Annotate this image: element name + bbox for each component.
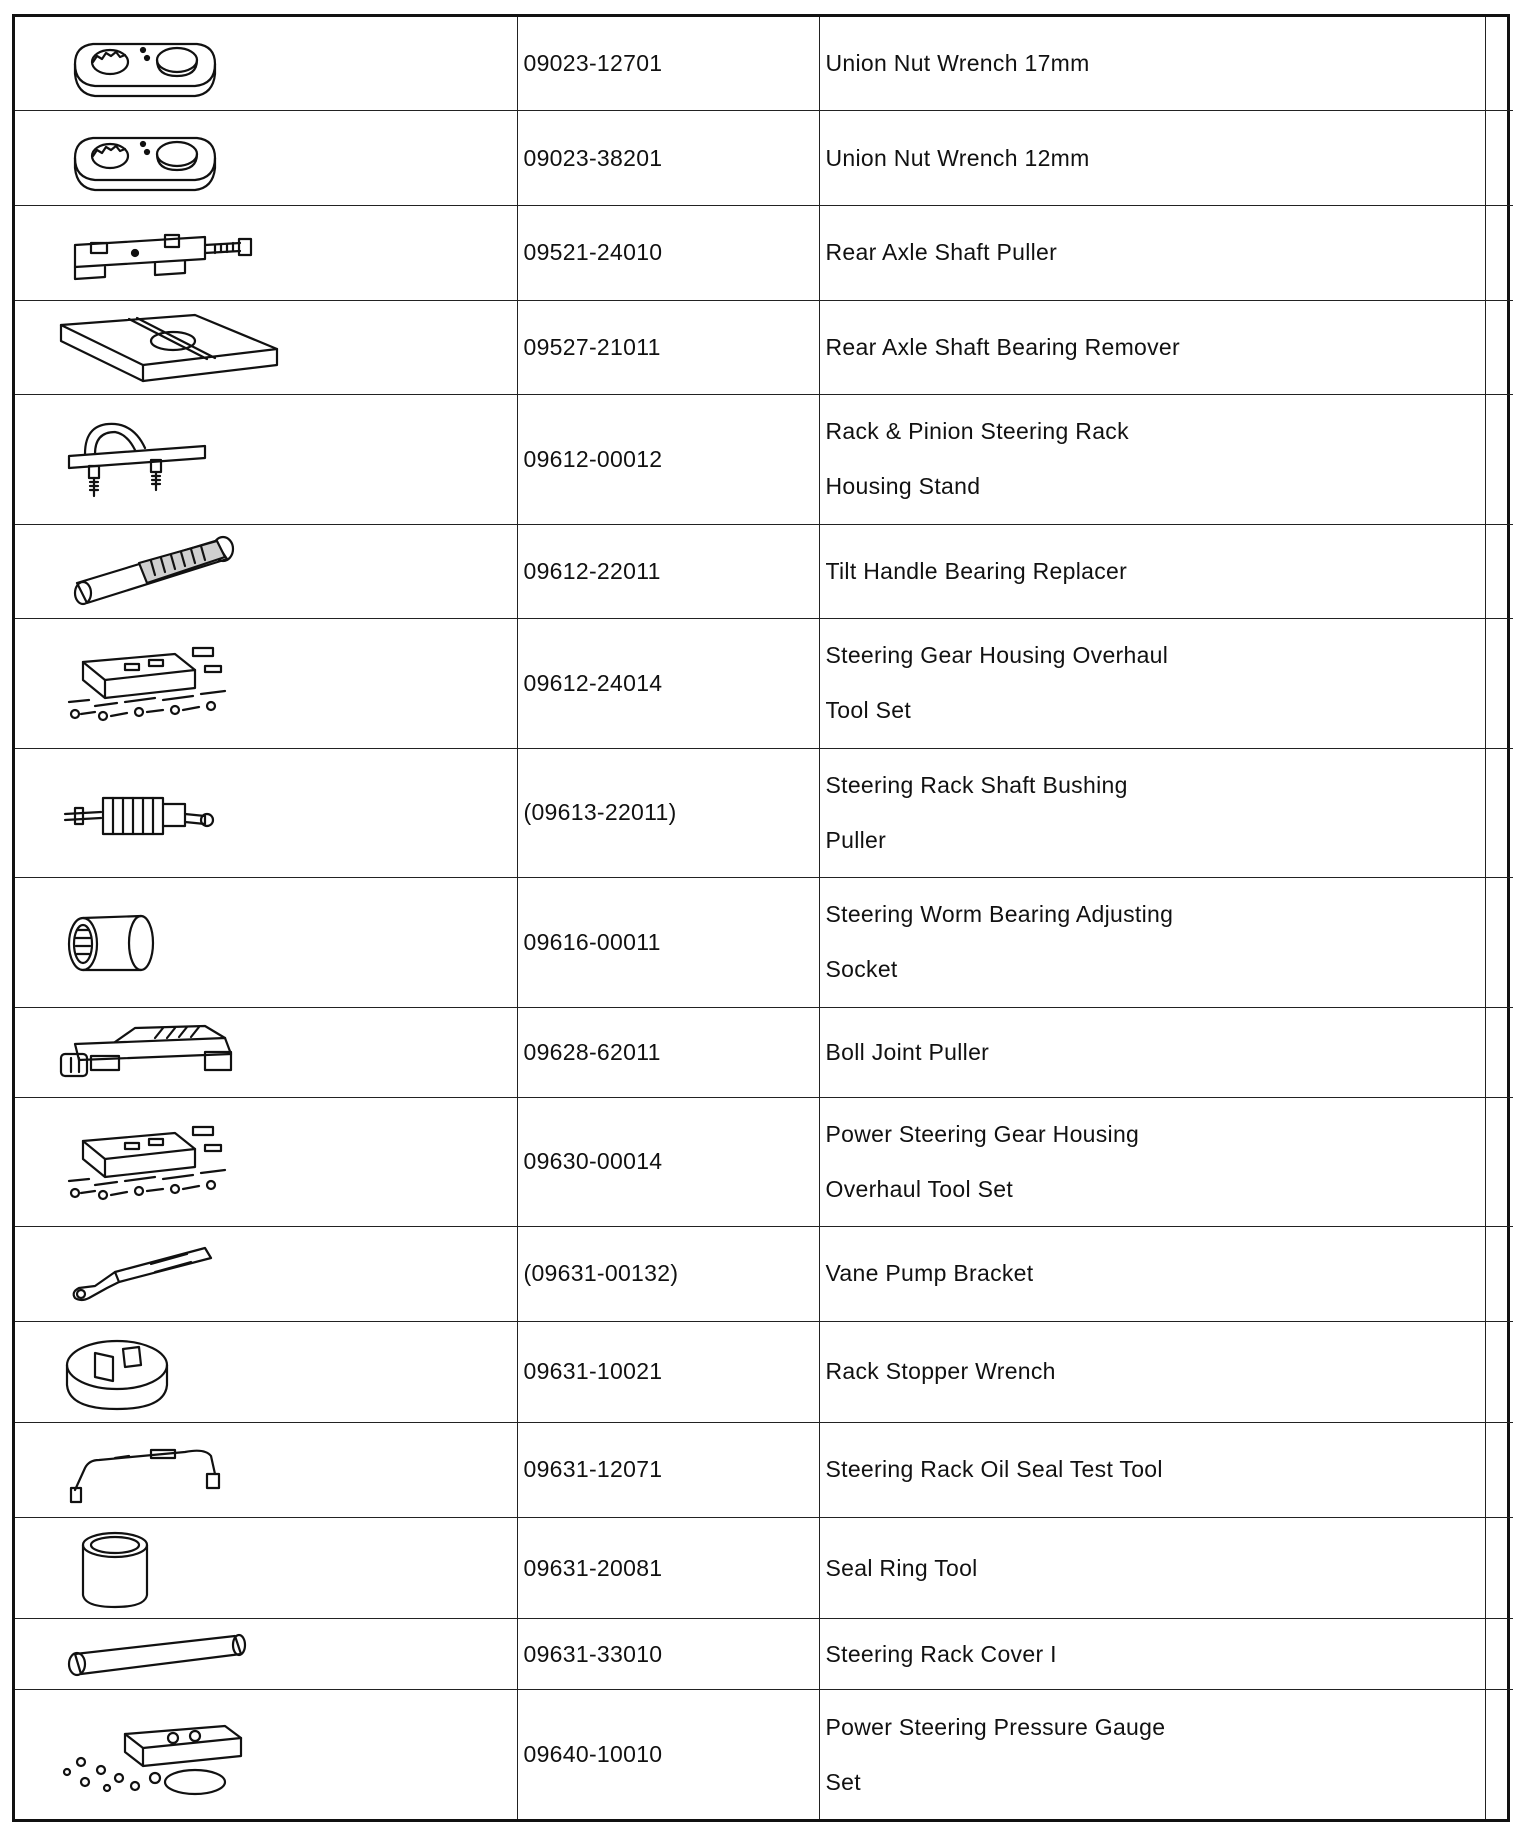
tool-name-cell (819, 1517, 1485, 1619)
tool-image-cell (15, 1517, 517, 1619)
tool-name-cell (819, 1619, 1485, 1690)
part-number-cell (517, 205, 819, 300)
bushing-puller-icon (15, 778, 517, 848)
blank-column-cell (1485, 111, 1513, 206)
table-row (15, 1227, 1513, 1322)
tool-name-line: Rack Stopper Wrench (825, 1358, 1056, 1385)
blank-column-cell (1485, 524, 1513, 619)
blank-column-cell (1485, 205, 1513, 300)
tool-name-line: Boll Joint Puller (825, 1038, 990, 1065)
table-row (15, 111, 1513, 206)
table-row (15, 395, 1513, 525)
table-row (15, 619, 1513, 749)
adjusting-socket-icon (15, 904, 517, 980)
housing-stand-icon (15, 416, 517, 502)
tool-name-line: Rear Axle Shaft Bearing Remover (825, 333, 1180, 360)
special-tools-table (15, 17, 1513, 1819)
tool-image-cell (15, 1097, 517, 1227)
tool-name-cell (819, 619, 1485, 749)
seal-test-tool-icon (15, 1430, 517, 1510)
blank-column-cell (1485, 300, 1513, 395)
part-number: 09630-00014 (523, 1148, 663, 1175)
tool-name-cell (819, 1690, 1485, 1819)
rack-cover-icon (15, 1624, 517, 1684)
blank-column-cell (1485, 395, 1513, 525)
tool-name-cell (819, 878, 1485, 1008)
part-number-cell (517, 524, 819, 619)
tool-image-cell (15, 395, 517, 525)
tool-name-line: Set (825, 1768, 861, 1795)
blank-column-cell (1485, 1321, 1513, 1423)
blank-column-cell (1485, 1007, 1513, 1097)
table-row (15, 1517, 1513, 1619)
blank-column-cell (1485, 1097, 1513, 1227)
tool-name-line: Seal Ring Tool (825, 1554, 978, 1581)
tool-name-line: Rack & Pinion Steering Rack (825, 418, 1129, 445)
tool-name-cell (819, 395, 1485, 525)
blank-column-cell (1485, 748, 1513, 878)
pump-bracket-icon (15, 1234, 517, 1314)
tool-name-line: Puller (825, 826, 887, 853)
ball-joint-puller-icon (15, 1014, 517, 1090)
tool-name-line: Socket (825, 956, 898, 983)
part-number-cell (517, 1423, 819, 1518)
tool-image-cell (15, 1690, 517, 1819)
tool-name-line: Union Nut Wrench 17mm (825, 50, 1090, 77)
blank-column-cell (1485, 619, 1513, 749)
tool-name-cell (819, 1097, 1485, 1227)
blank-column-cell (1485, 878, 1513, 1008)
part-number-cell (517, 1321, 819, 1423)
table-row (15, 1423, 1513, 1518)
part-number: (09631-00132) (523, 1260, 679, 1287)
tool-name-line: Vane Pump Bracket (825, 1260, 1034, 1287)
table-row (15, 1619, 1513, 1690)
tool-name-line: Power Steering Pressure Gauge (825, 1713, 1166, 1740)
tool-image-cell (15, 17, 517, 111)
part-number-cell (517, 878, 819, 1008)
tool-name-cell (819, 205, 1485, 300)
blank-column-cell (1485, 1517, 1513, 1619)
tool-image-cell (15, 878, 517, 1008)
tool-image-cell (15, 1227, 517, 1322)
part-number: 09023-38201 (523, 144, 663, 171)
union-nut-wrench-icon (15, 118, 517, 198)
part-number: 09631-20081 (523, 1554, 663, 1581)
part-number: 09612-00012 (523, 445, 663, 472)
part-number: 09628-62011 (523, 1038, 661, 1065)
tool-image-cell (15, 111, 517, 206)
part-number-cell (517, 1517, 819, 1619)
part-number: 09527-21011 (523, 333, 661, 360)
part-number-cell (517, 748, 819, 878)
table-row (15, 1097, 1513, 1227)
tool-name-cell (819, 300, 1485, 395)
tool-name-cell (819, 1227, 1485, 1322)
stopper-wrench-icon (15, 1329, 517, 1415)
table-row (15, 1007, 1513, 1097)
tool-image-cell (15, 300, 517, 395)
tool-image-cell (15, 1423, 517, 1518)
part-number-cell (517, 1097, 819, 1227)
special-tools-sheet (12, 14, 1510, 1822)
part-number: 09640-10010 (523, 1741, 663, 1768)
tool-set-icon (15, 1119, 517, 1205)
part-number: 09521-24010 (523, 239, 663, 266)
tool-image-cell (15, 524, 517, 619)
part-number-cell (517, 1690, 819, 1819)
tool-image-cell (15, 205, 517, 300)
part-number-cell (517, 1007, 819, 1097)
tool-name-cell (819, 111, 1485, 206)
axle-shaft-puller-icon (15, 213, 517, 293)
table-row (15, 1690, 1513, 1819)
tool-name-line: Rear Axle Shaft Puller (825, 239, 1058, 266)
tool-name-line: Steering Gear Housing Overhaul (825, 642, 1169, 669)
tool-image-cell (15, 1007, 517, 1097)
tool-name-cell (819, 1423, 1485, 1518)
blank-column-cell (1485, 1423, 1513, 1518)
part-number-cell (517, 619, 819, 749)
union-nut-wrench-icon (15, 24, 517, 104)
table-row (15, 205, 1513, 300)
tool-name-cell (819, 17, 1485, 111)
tool-image-cell (15, 748, 517, 878)
part-number: 09631-10021 (523, 1358, 663, 1385)
tool-name-cell (819, 1321, 1485, 1423)
blank-column-cell (1485, 17, 1513, 111)
tool-name-line: Steering Rack Cover I (825, 1640, 1057, 1667)
table-row (15, 878, 1513, 1008)
tool-name-line: Steering Rack Shaft Bushing (825, 771, 1128, 798)
tool-name-line: Tilt Handle Bearing Replacer (825, 557, 1128, 584)
part-number: 09616-00011 (523, 928, 661, 955)
table-row (15, 524, 1513, 619)
part-number-cell (517, 111, 819, 206)
pressure-gauge-set-icon (15, 1712, 517, 1798)
tool-name-line: Steering Worm Bearing Adjusting (825, 901, 1174, 928)
tool-name-cell (819, 524, 1485, 619)
tool-name-line: Overhaul Tool Set (825, 1175, 1014, 1202)
tool-name-line: Power Steering Gear Housing (825, 1120, 1140, 1147)
table-row (15, 1321, 1513, 1423)
part-number-cell (517, 395, 819, 525)
table-row (15, 300, 1513, 395)
tool-name-cell (819, 1007, 1485, 1097)
tool-image-cell (15, 619, 517, 749)
tool-name-line: Housing Stand (825, 473, 981, 500)
part-number: 09631-33010 (523, 1640, 663, 1667)
part-number-cell (517, 1227, 819, 1322)
blank-column-cell (1485, 1227, 1513, 1322)
blank-column-cell (1485, 1690, 1513, 1819)
table-row (15, 748, 1513, 878)
tool-name-cell (819, 748, 1485, 878)
part-number-cell (517, 1619, 819, 1690)
part-number: (09613-22011) (523, 799, 677, 826)
tool-name-line: Steering Rack Oil Seal Test Tool (825, 1456, 1163, 1483)
bearing-replacer-icon (15, 531, 517, 611)
part-number: 09631-12071 (523, 1456, 663, 1483)
tool-image-cell (15, 1321, 517, 1423)
part-number-cell (517, 17, 819, 111)
tool-image-cell (15, 1619, 517, 1690)
part-number: 09612-22011 (523, 557, 661, 584)
tool-name-line: Union Nut Wrench 12mm (825, 144, 1090, 171)
part-number: 09023-12701 (523, 50, 663, 77)
tool-name-line: Tool Set (825, 697, 912, 724)
tool-set-icon (15, 640, 517, 726)
part-number-cell (517, 300, 819, 395)
seal-ring-tool-icon (15, 1525, 517, 1611)
bearing-remover-plate-icon (15, 307, 517, 387)
blank-column-cell (1485, 1619, 1513, 1690)
part-number: 09612-24014 (523, 669, 663, 696)
table-row (15, 17, 1513, 111)
